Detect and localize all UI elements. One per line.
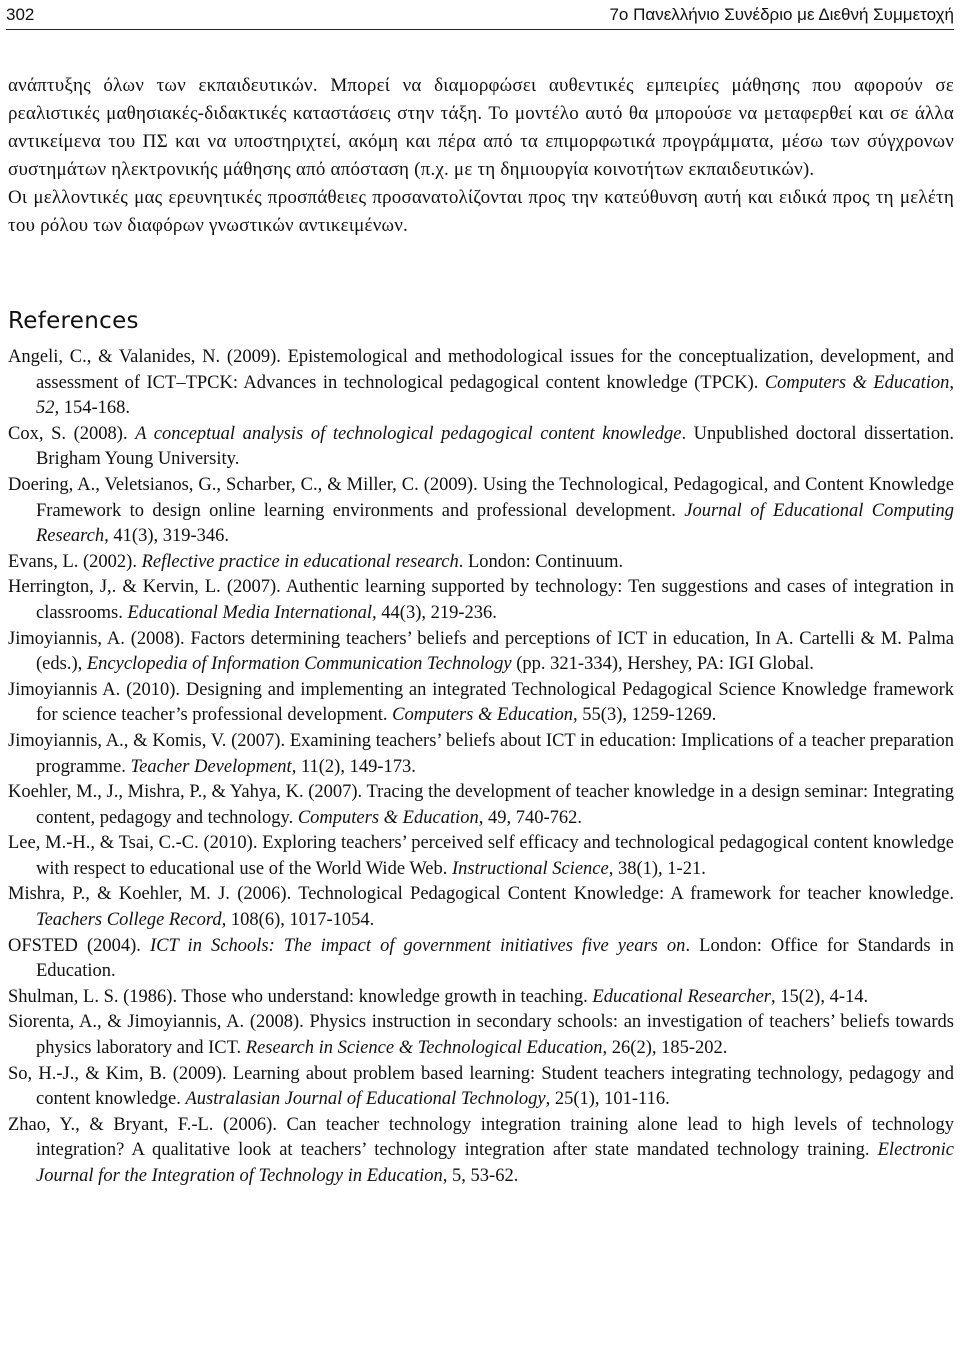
running-header (6, 3, 954, 30)
reference-item: Shulman, L. S. (1986). Those who understand: knowledge growth in teaching. Educational Researcher, 15(2), 4-14. (8, 986, 869, 1007)
reference-item: So, H.-J., & Kim, B. (2009). Learning about problem based learning: Student teachers integrating technology, pedagogy and content knowledge. Australasian Journal of Educational Technology, 25(1), 101-116. (8, 1063, 954, 1110)
conference-title: 7ο Πανελλήνιο Συνέδριο με Διεθνή Συμμετοχή (609, 5, 954, 24)
reference-item: Evans, L. (2002). Reflective practice in educational research. London: Continuum. (8, 551, 624, 572)
reference-item: Koehler, M., J., Mishra, P., & Yahya, K. (2007). Tracing the development of teacher knowledge in a design seminar: Integrating content, pedagogy and technology. Computers & Education, 49, 740-762. (8, 782, 954, 828)
intro-text (8, 72, 954, 240)
references-heading: References (8, 308, 139, 334)
page-number: 302 (6, 5, 35, 24)
intro-paragraph: Οι μελλοντικές μας ερευνητικές προσπάθειες προσανατολίζονται προς την κατεύθυνση αυτή και ειδικά προς τη μελέτη του ρόλου των διαφόρων γνωστικών αντικειμένων. (8, 187, 954, 236)
reference-item: OFSTED (2004). ICT in Schools: The impact of government initiatives five years on. London: Office for Standards in Education. (8, 935, 954, 982)
reference-item: Doering, A., Veletsianos, G., Scharber, C., & Miller, C. (2009). Using the Technological, Pedagogical, and Content Knowledge Framework to design online learning environments and professional development. Journal of Educational Computing Research, 41(3), 319-346. (8, 474, 955, 547)
reference-item: Lee, M.-H., & Tsai, C.-C. (2010). Exploring teachers’ perceived self efficacy and technological pedagogical content knowledge with respect to educational use of the World Wide Web. Instructional Science, 38(1), 1-21. (8, 833, 954, 879)
reference-item: Mishra, P., & Koehler, M. J. (2006). Technological Pedagogical Content Knowledge: A framework for teacher knowledge. Teachers College Record, 108(6), 1017-1054. (8, 884, 954, 931)
reference-item: Zhao, Y., & Bryant, F.-L. (2006). Can teacher technology integration training alone lead to high levels of technology integration? A qualitative look at teachers’ technology integration after state mandated technology training. Electronic Journal for the Integration of Technology in Education, 5, 53-62. (8, 1114, 954, 1186)
reference-item: Herrington, J,. & Kervin, L. (2007). Authentic learning supported by technology: Ten suggestions and cases of integration in classrooms. Educational Media International, 44(3), 219-236. (8, 577, 954, 623)
reference-item: Cox, S. (2008). A conceptual analysis of technological pedagogical content knowledge. Unpublished doctoral dissertation. Brigham Young University. (8, 423, 955, 470)
reference-item: Siorenta, A., & Jimoyiannis, A. (2008). Physics instruction in secondary schools: an investigation of teachers’ beliefs towards physics laboratory and ICT. Research in Science & Technological Education, 26(2), 185-202. (8, 1012, 954, 1059)
reference-item: Angeli, C., & Valanides, N. (2009). Epistemological and methodological issues for the conceptualization, development, and assessment of ICT–TPCK: Advances in technological pedagogical content knowledge (TPCK). Computers & Education, 52, 154-168. (8, 347, 954, 419)
reference-item: Jimoyiannis, A. (2008). Factors determining teachers’ beliefs and perceptions of ICT in education, In A. Cartelli & M. Palma (eds.), Encyclopedia of Information Communication Technology (pp. 321-334), Hershey, PA: IGI Global. (8, 628, 954, 675)
reference-item: Jimoyiannis, A., & Komis, V. (2007). Examining teachers’ beliefs about ICT in education: Implications of a teacher preparation programme. Teacher Development, 11(2), 149-173. (8, 730, 954, 777)
intro-paragraph: ανάπτυξης όλων των εκπαιδευτικών. Μπορεί να διαμορφώσει αυθεντικές εμπειρίες μάθησης που αφορούν σε ρεαλιστικές μαθησιακές-διδακτικές καταστάσεις στην τάξη. Το μοντέλο αυτό θα μπορούσε να μεταφερθεί και σε άλλα αντικείμενα του ΠΣ και να υποστηριχτεί, ακόμη και πέρα από τα επιμορφωτικά προγράμματα, μέσω των σύγχρονων συστημάτων ηλεκτρονικής μάθησης από απόσταση (π.χ. με τη δημιουργία κοινοτήτων εκπαιδευτικών). (8, 75, 954, 180)
reference-item: Jimoyiannis A. (2010). Designing and implementing an integrated Technological Pedagogical Science Knowledge framework for science teacher’s professional development. Computers & Education, 55(3), 1259-1269. (8, 679, 954, 726)
reference-list (8, 345, 954, 1190)
